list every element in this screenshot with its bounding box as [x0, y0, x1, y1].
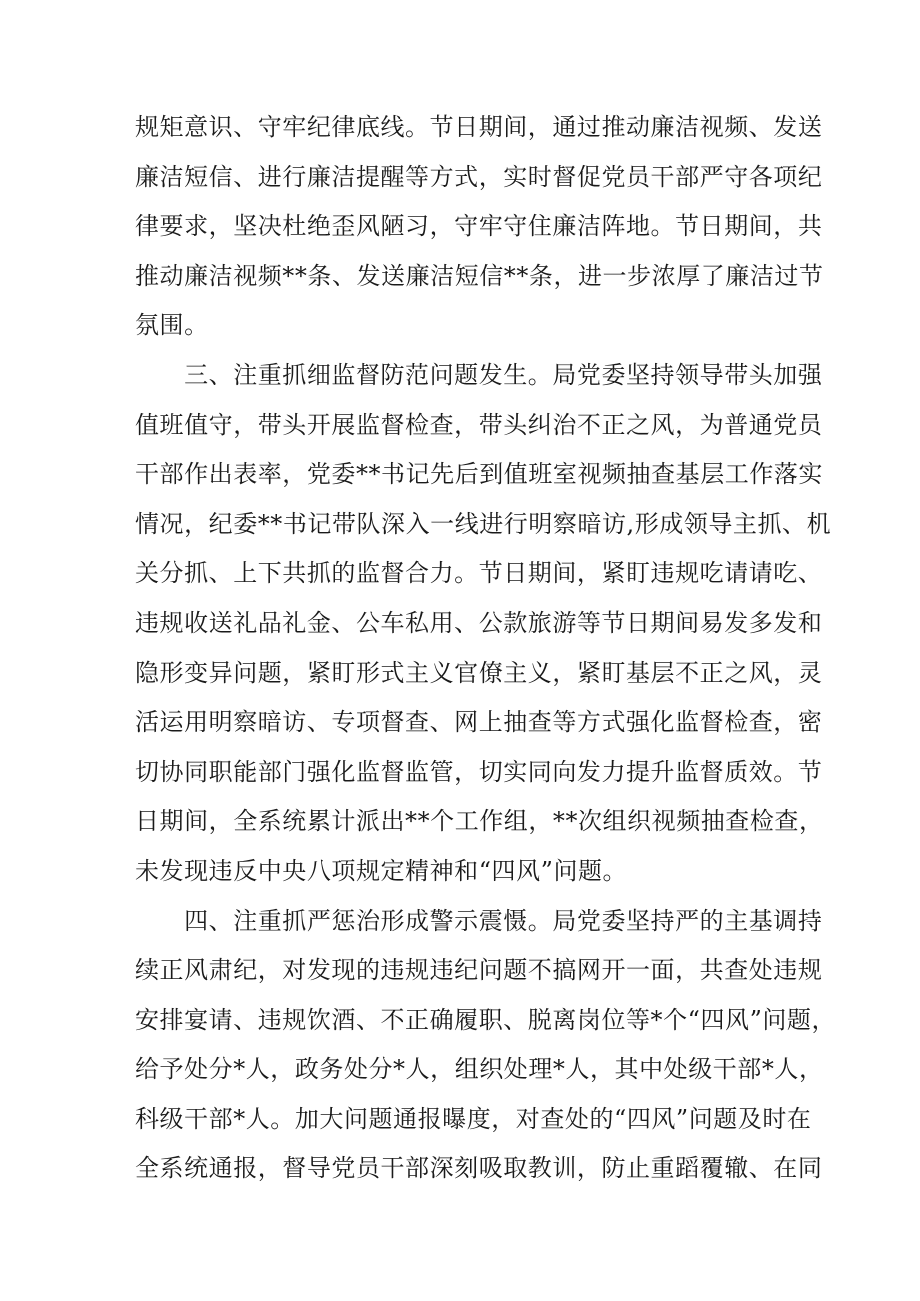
text-line: 安排宴请、违规饮酒、不正确履职、脱离岗位等*个“四风”问题，: [135, 1005, 837, 1034]
text-line: 隐形变异问题，紧盯形式主义官僚主义，紧盯基层不正之风，灵: [135, 658, 823, 687]
text-line: 关分抓、上下共抓的监督合力。节日期间，紧盯违规吃请请吃、: [135, 559, 823, 588]
text-line: 干部作出表率，党委**书记先后到值班室视频抽查基层工作落实: [135, 460, 823, 489]
text-line: 律要求，坚决杜绝歪风陋习，守牢守住廉洁阵地。节日期间，共: [135, 212, 823, 241]
text-line: 推动廉洁视频**条、发送廉洁短信**条，进一步浓厚了廉洁过节: [135, 261, 824, 290]
text-line: 给予处分*人，政务处分*人，组织处理*人，其中处级干部*人，: [135, 1055, 824, 1084]
section-heading-line: 四、注重抓严惩治形成警示震慑。局党委坚持严的主基调持: [135, 906, 823, 935]
text-line: 全系统通报，督导党员干部深刻吸取教训，防止重蹈覆辙、在同: [135, 1154, 823, 1183]
text-line: 违规收送礼品礼金、公车私用、公款旅游等节日期间易发多发和: [135, 608, 823, 637]
text-line: 活运用明察暗访、专项督查、网上抽查等方式强化监督检查，密: [135, 708, 823, 737]
text-line: 切协同职能部门强化监督监管，切实同向发力提升监督质效。节: [135, 757, 823, 786]
text-line: 规矩意识、守牢纪律底线。节日期间，通过推动廉洁视频、发送: [135, 113, 823, 141]
text-line: 情况，纪委**书记带队深入一线进行明察暗访,形成领导主抓、机: [135, 509, 832, 538]
text-line: 未发现违反中央八项规定精神和“四风”问题。: [135, 856, 628, 885]
text-line: 科级干部*人。加大问题通报曝度，对查处的“四风”问题及时在: [135, 1104, 812, 1133]
text-line: 日期间，全系统累计派出**个工作组，**次组织视频抽查检查，: [135, 807, 824, 836]
text-line: 续正风肃纪，对发现的违规违纪问题不搞网开一面，共查处违规: [135, 956, 823, 985]
text-line: 氛围。: [135, 311, 209, 340]
document-body: [135, 103, 837, 1194]
text-line: 值班值守，带头开展监督检查，带头纠治不正之风，为普通党员: [135, 410, 823, 439]
section-heading-line: 三、注重抓细监督防范问题发生。局党委坚持领导带头加强: [135, 360, 823, 389]
text-line: 廉洁短信、进行廉洁提醒等方式，实时督促党员干部严守各项纪: [135, 162, 823, 191]
